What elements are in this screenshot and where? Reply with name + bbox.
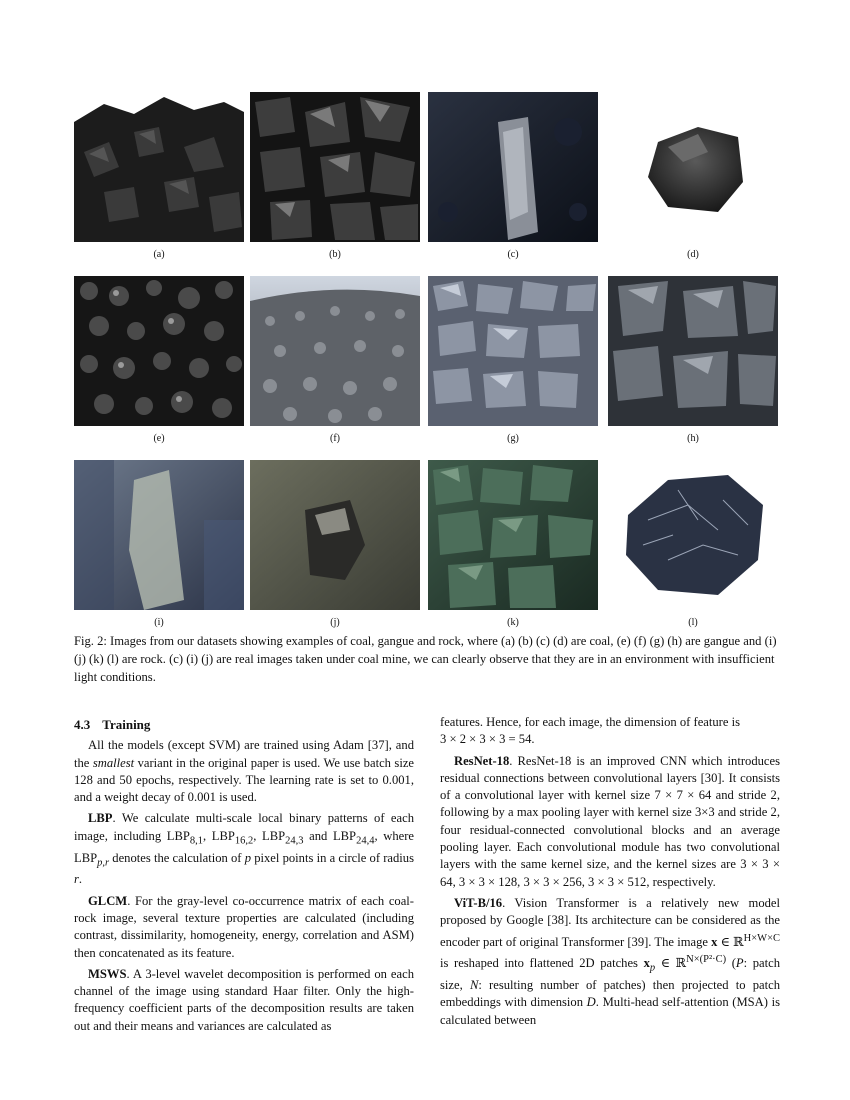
panel-f-label: (f): [330, 433, 340, 444]
panel-a-label: (a): [153, 249, 165, 260]
vit-heading: ViT-B/16: [454, 895, 503, 910]
vit-paragraph: ViT-B/16. Vision Transformer is a relatively new model proposed by Google [38]. Its architecture can be considered as the encoder part of original Transformer [39]. The image x ∈ ℝ$^{H\times W\times C}$ is reshaped into flattened 2D patches $x_p$ ∈ ℝ$^{N\times(P^2\cdot C)}$ (P: patch size, N: resulting number of patches) then projected to patch embeddings with dimension D. Multi-head self-attention (MSA) is calculated between: [440, 895, 781, 1027]
section-heading: [74, 716, 414, 733]
resnet-paragraph: ResNet-18. ResNet-18 is an improved CNN which introduces residual connections between convolutional layers [30]. It consists of a convolutional layer with kernel size 7 × 7 × 64 and stride 2, following by a max pooling layer with kernel size 3×3 and stride 2, four residual-connected convolutional blocks and an average pooling layer. Each convolutional module has two convolutional layers with the same kernel size, and the kernel sizes are 3 × 3 × 64, 3 × 3 × 128, 3 × 3 × 256, 3 × 3 × 512, respectively.: [440, 753, 780, 889]
glcm-heading: GLCM: [88, 893, 128, 908]
panel-b-image: [250, 92, 420, 242]
panel-e-label: (e): [153, 433, 165, 444]
panel-h-label: (h): [687, 433, 699, 444]
feature-dimension-equation: 3 × 2 × 3 × 3 = 54.: [440, 732, 535, 747]
panel-b-label: (b): [329, 249, 341, 260]
figure-caption: Fig. 2: Images from our datasets showing examples of coal, gangue and rock, where (a) (b) (c) (d) are coal, (e) (f) (g) (h) are gangue and (i) (j) (k) (l) are rock. (c) (i) (j) are real images taken under coal mine, we can clearly observe that they are in an environment with insufficient light conditions.: [74, 634, 777, 684]
panel-c-label: (c): [507, 249, 519, 260]
panel-j-label: (j): [330, 617, 340, 628]
panel-d-image: [608, 92, 778, 242]
msws-paragraph: MSWS. A 3-level wavelet decomposition is performed on each channel of the image using standard Haar filter. Only the high-frequency coefficient parts of the decomposition results are taken out and their means and variances are calculated as: [74, 966, 414, 1033]
panel-e-image: [74, 276, 244, 426]
right-column: [440, 714, 780, 1033]
panel-g-image: [428, 276, 598, 426]
panel-k-label: (k): [507, 617, 519, 628]
lbp-heading: LBP: [88, 811, 113, 826]
msws-heading: MSWS: [88, 966, 127, 981]
resnet-heading: ResNet-18: [454, 753, 510, 768]
panel-c-image: [428, 92, 598, 242]
panel-i-image: [74, 460, 244, 610]
panel-f-image: [250, 276, 420, 426]
glcm-paragraph: GLCM. For the gray-level co-occurrence matrix of each coal-rock image, several texture properties are calculated (including contrast, dissimilarity, homogeneity, energy, correlation and ASM) then concatenated as its feature.: [74, 893, 414, 960]
panel-l-image: [608, 460, 778, 610]
panel-k-image: [428, 460, 598, 610]
panel-h-image: [608, 276, 778, 426]
section-title: Training: [102, 717, 151, 732]
panel-l-label: (l): [688, 617, 698, 628]
lbp-paragraph: LBP. We calculate multi-scale local binary patterns of each image, including $LBP_{8,1}$, $LBP_{16,2}$, $LBP_{24,3}$ and $LBP_{24,4}$, where $LBP_{p,r}$ denotes the calculation of p pixel points in a circle of radius r.: [74, 811, 415, 887]
section-number: 4.3: [74, 717, 91, 732]
panel-d-label: (d): [687, 249, 699, 260]
panel-j-image: [250, 460, 420, 610]
panel-i-label: (i): [154, 617, 164, 628]
msws-continuation: features. Hence, for each image, the dimension of feature is 3 × 2 × 3 × 3 = 54.: [440, 715, 741, 747]
panel-g-label: (g): [507, 433, 519, 444]
panel-a-image: [74, 92, 244, 242]
training-paragraph: All the models (except SVM) are trained using Adam [37], and the smallest variant in the original paper is used. We use batch size 128 and 50 epochs, respectively. The learning rate is set to 0.001, and a weight decay of 0.001 is used.: [74, 738, 414, 805]
left-column: [74, 712, 414, 1039]
